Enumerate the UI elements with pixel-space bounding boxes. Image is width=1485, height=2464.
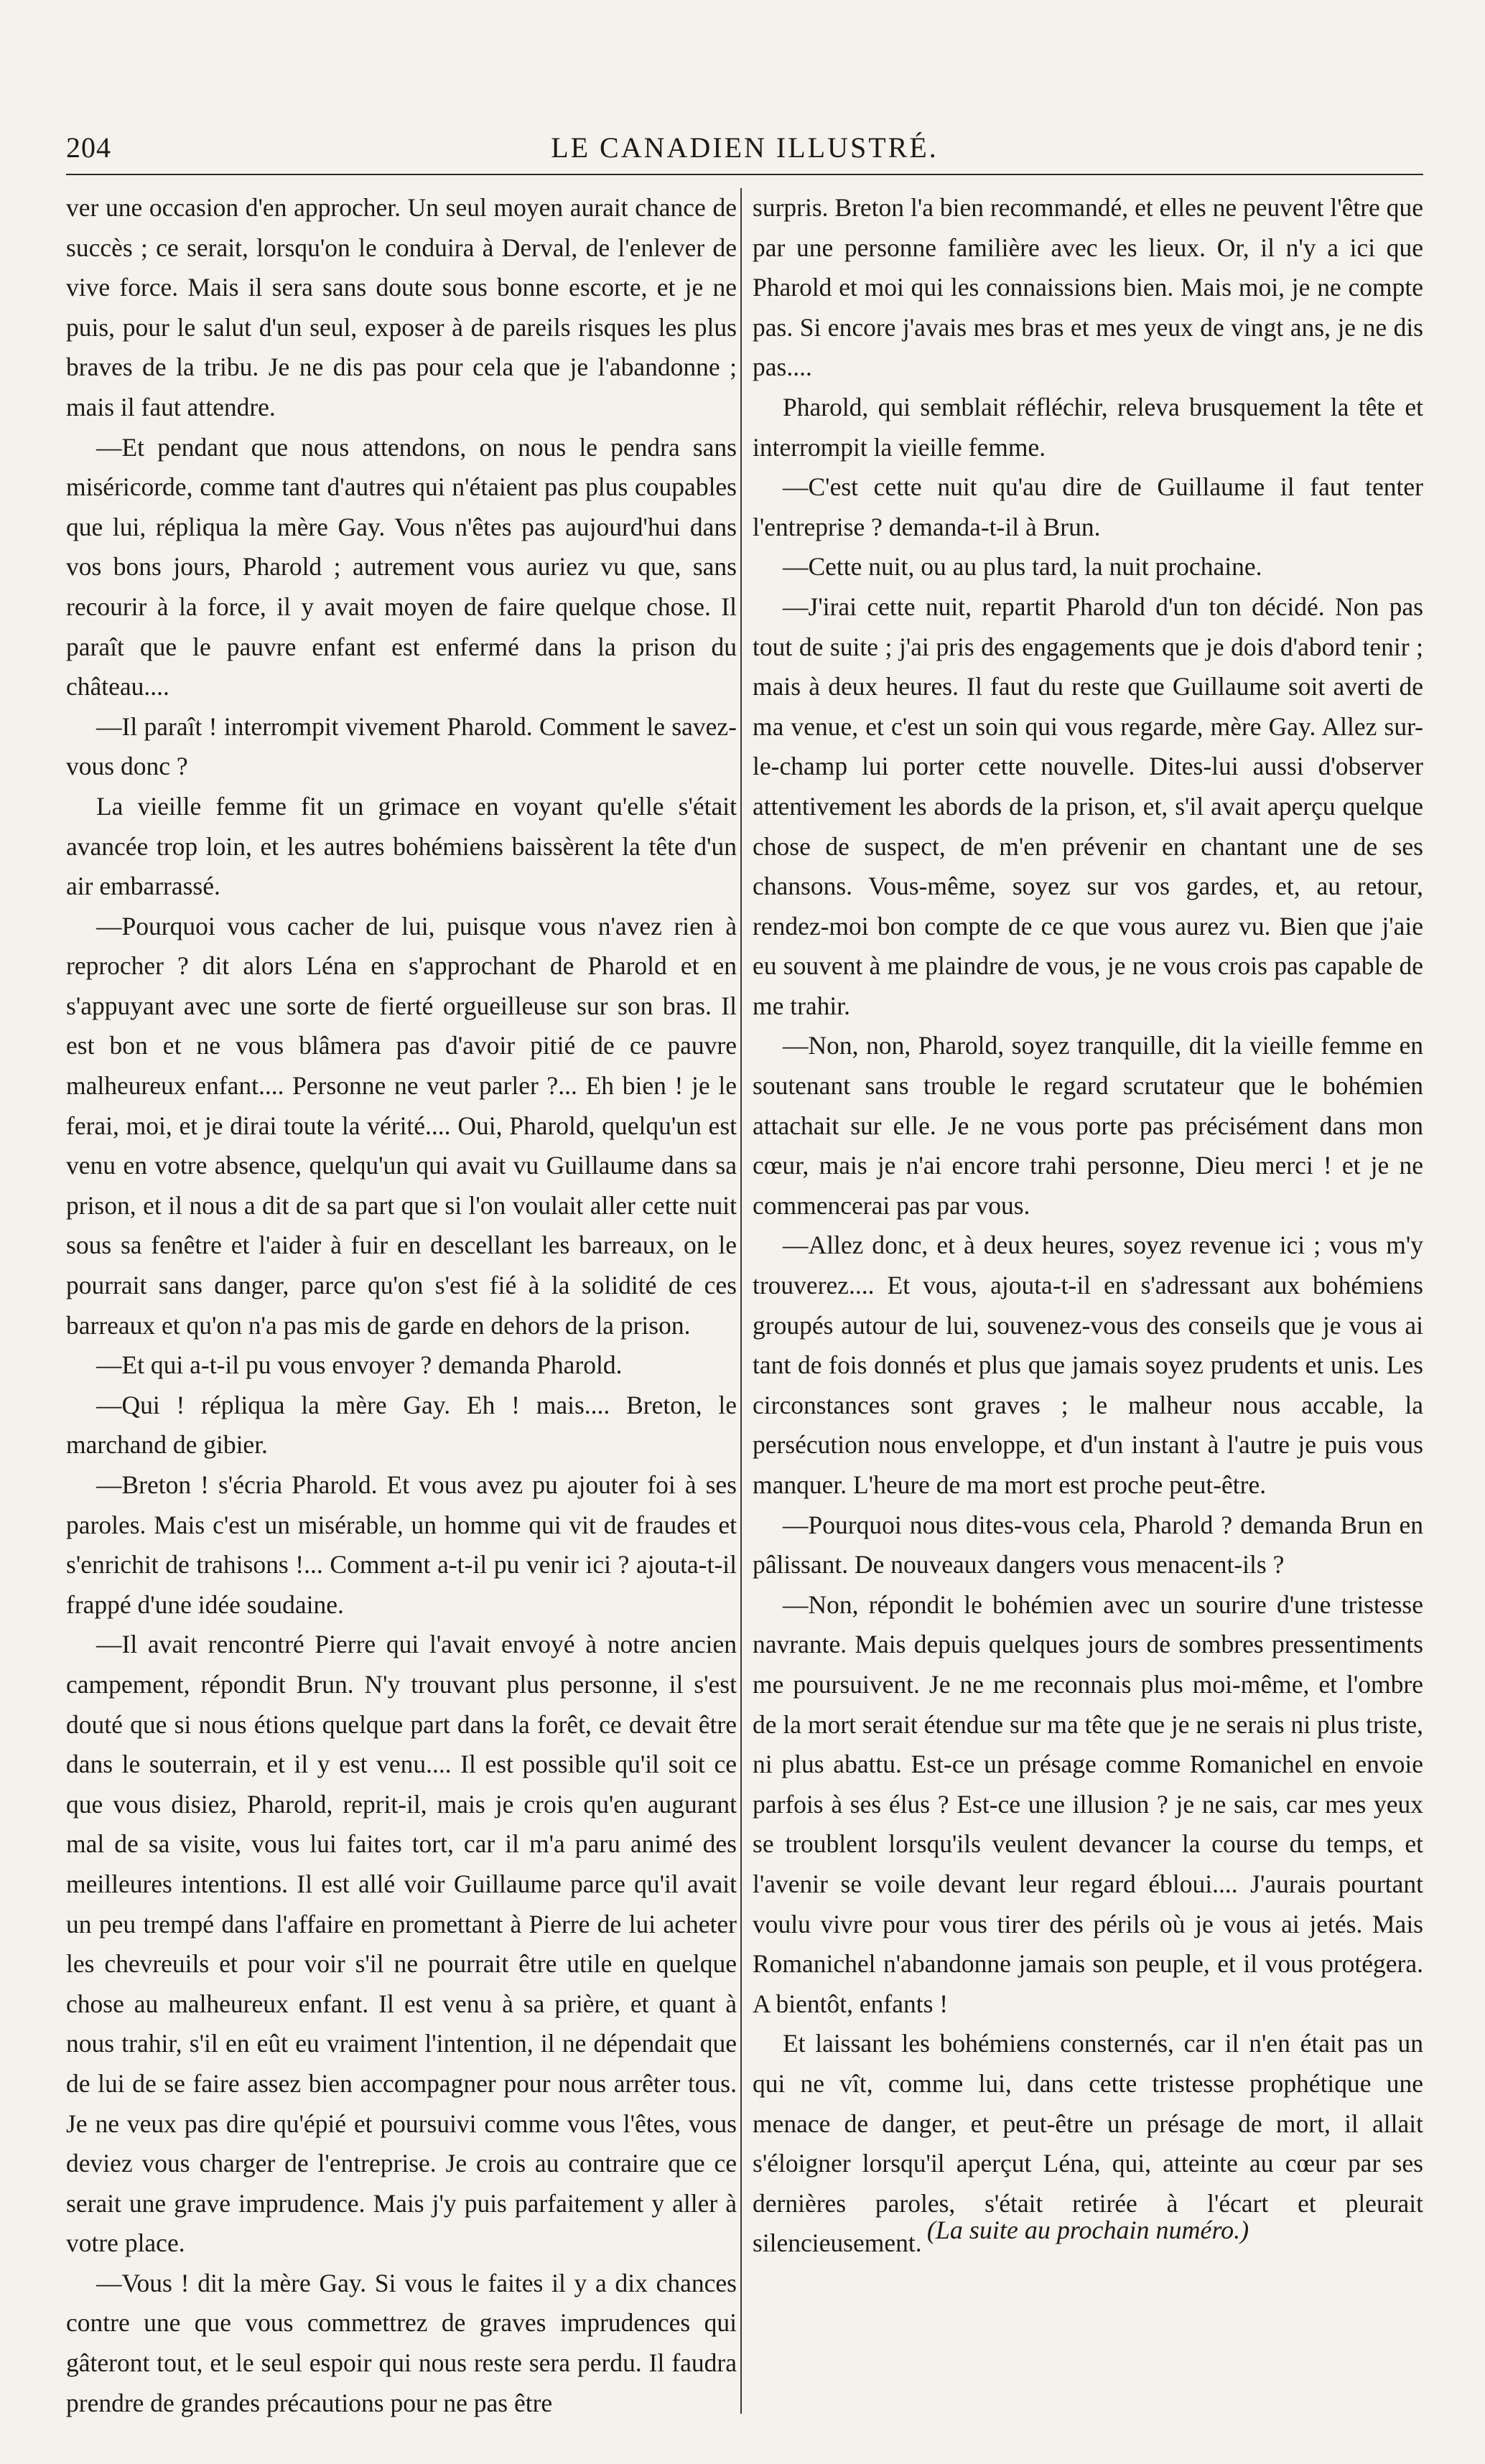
paragraph: ver une occasion d'en approcher. Un seul moyen aurait chance de succès ; ce serait, lorsqu'on le conduira à Derval, de l'enlever de vive force. Mais il sera sans doute sous bonne escorte, et je ne puis, pour le salut d'un seul, exposer à de pareils risques les plus braves de la tribu. Je ne dis pas pour cela que je l'abandonne ; mais il faut attendre. [66, 193, 737, 421]
paragraph: —Il paraît ! interrompit vivement Pharold. Comment le savez-vous donc ? [66, 711, 737, 781]
continued-note: (La suite au prochain numéro.) [926, 2216, 1249, 2244]
paragraph: —Allez donc, et à deux heures, soyez revenue ici ; vous m'y trouverez.... Et vous, ajouta-t-il en s'adressant aux bohémiens groupés autour de lui, souvenez-vous des conseils que je vous ai tant de fois donnés et plus que jamais soyez prudents et unis. Les circonstances sont graves ; le malheur nous accable, la persécution nous enveloppe, et d'un instant à l'autre je puis vous manquer. L'heure de ma mort est proche peut-être. [753, 1231, 1423, 1499]
page-number: 204 [66, 131, 111, 164]
publication-title: LE CANADIEN ILLUSTRÉ. [551, 131, 939, 164]
paragraph: —C'est cette nuit qu'au dire de Guillaume il faut tenter l'entreprise ? demanda-t-il à Brun. [753, 472, 1423, 541]
page-header [66, 123, 1423, 175]
left-column [66, 188, 737, 2423]
paragraph: —Il avait rencontré Pierre qui l'avait envoyé à notre ancien campement, répondit Brun. N'y trouvant plus personne, il s'est douté que si nous étions quelque part dans la forêt, ce devait être dans le souterrain, et il y est venu.... Il est possible qu'il soit ce que vous disiez, Pharold, reprit-il, mais je crois qu'en augurant mal de sa visite, vous lui faites tort, car il m'a paru animé des meilleures intentions. Il est allé voir Guillaume parce qu'il avait un peu trempé dans l'affaire en promettant à Pierre de lui acheter les chevreuils et pour voir s'il ne pourrait être utile en quelque chose au malheureux enfant. Il est venu à sa prière, et quant à nous trahir, s'il en eût eu vraiment l'intention, il ne dépendait que de lui de se faire assez bien accompagner pour nous arrêter tous. Je ne veux pas dire qu'épié et poursuivi comme vous l'êtes, vous deviez vous charger de l'entreprise. Je crois au contraire que ce serait une grave imprudence. Mais j'y puis parfaitement y aller à votre place. [66, 1630, 737, 2258]
paragraph: Et laissant les bohémiens consternés, car il n'en était pas un qui ne vît, comme lui, dans cette tristesse prophétique une menace de danger, et peut-être un présage de mort, il allait s'éloigner lorsqu'il aperçut Léna, qui, atteinte au cœur par ses dernières paroles, s'était retirée à l'écart et pleurait silencieusement. [753, 2029, 1423, 2258]
paragraph: La vieille femme fit un grimace en voyant qu'elle s'était avancée trop loin, et les autres bohémiens baissèrent la tête d'un air embarrassé. [66, 791, 737, 901]
paragraph: —Non, répondit le bohémien avec un sourire d'une tristesse navrante. Mais depuis quelques jours de sombres pressentiments me poursuivent. Je ne me reconnais plus moi-même, et l'ombre de la mort serait étendue sur ma tête que je ne serais ni plus triste, ni plus abattu. Est-ce un présage comme Romanichel en envoie parfois à ses élus ? Est-ce une illusion ? je ne sais, car mes yeux se troublent lorsqu'ils veulent devancer la course du temps, et l'avenir se voile devant leur regard ébloui.... J'aurais pourtant voulu vivre pour vous tirer des périls où je vous ai jetés. Mais Romanichel n'abandonne jamais son peuple, et il vous protégera. A bientôt, enfants ! [753, 1590, 1423, 2018]
paragraph: —Breton ! s'écria Pharold. Et vous avez pu ajouter foi à ses paroles. Mais c'est un misérable, un homme qui vit de fraudes et s'enrichit de trahisons !... Comment a-t-il pu venir ici ? ajouta-t-il frappé d'une idée soudaine. [66, 1470, 737, 1619]
paragraph: —Pourquoi nous dites-vous cela, Pharold ? demanda Brun en pâlissant. De nouveaux dangers vous menacent-ils ? [753, 1510, 1423, 1579]
column-divider [740, 188, 742, 2414]
paragraph: —Et pendant que nous attendons, on nous le pendra sans miséricorde, comme tant d'autres qui n'étaient pas plus coupables que lui, répliqua la mère Gay. Vous n'êtes pas aujourd'hui dans vos bons jours, Pharold ; autrement vous auriez vu que, sans recourir à la force, il y avait moyen de faire quelque chose. Il paraît que le pauvre enfant est enfermé dans la prison du château.... [66, 432, 737, 701]
paragraph: —Qui ! répliqua la mère Gay. Eh ! mais.... Breton, le marchand de gibier. [66, 1390, 737, 1460]
paragraph: —Non, non, Pharold, soyez tranquille, dit la vieille femme en soutenant sans trouble le regard scrutateur que le bohémien attachait sur elle. Je ne vous porte pas précisément dans mon cœur, mais je n'ai encore trahi personne, Dieu merci ! et je ne commencerai pas par vous. [753, 1031, 1423, 1220]
paragraph: —J'irai cette nuit, repartit Pharold d'un ton décidé. Non pas tout de suite ; j'ai pris des engagements que je dois d'abord tenir ; mais à deux heures. Il faut du reste que Guillaume soit averti de ma venue, et c'est un soin qui vous regarde, mère Gay. Allez sur-le-champ lui porter cette nouvelle. Dites-lui aussi d'observer attentivement les abords de la prison, et, s'il avait aperçu quelque chose de suspect, de m'en prévenir en chantant une de ses chansons. Vous-même, soyez sur vos gardes, et, au retour, rendez-moi bon compte de ce que vous aurez vu. Bien que j'aie eu souvent à me plaindre de vous, je ne vous crois pas capable de me trahir. [753, 592, 1423, 1020]
paragraph: —Pourquoi vous cacher de lui, puisque vous n'avez rien à reprocher ? dit alors Léna en s'approchant de Pharold et en s'appuyant avec une sorte de fierté orgueilleuse sur son bras. Il est bon et ne vous blâmera pas d'avoir pitié de ce pauvre malheureux enfant.... Personne ne veut parler ?... Eh bien ! je le ferai, moi, et je dirai toute la vérité.... Oui, Pharold, quelqu'un est venu en votre absence, quelqu'un qui avait vu Guillaume dans sa prison, et il nous a dit de sa part que si l'on voulait aller cette nuit sous sa fenêtre et l'aider à fuir en descellant les barreaux, on le pourrait sans danger, parce qu'on s'est fié à la solidité de ces barreaux et qu'on n'a pas mis de garde en dehors de la prison. [66, 911, 737, 1340]
paragraph: —Cette nuit, ou au plus tard, la nuit prochaine. [783, 552, 1262, 582]
paragraph: —Vous ! dit la mère Gay. Si vous le faites il y a dix chances contre une que vous commettrez de graves imprudences qui gâteront tout, et le seul espoir qui nous reste sera perdu. Il faudra prendre de grandes précautions pour ne pas être [66, 2268, 737, 2417]
paragraph: surpris. Breton l'a bien recommandé, et elles ne peuvent l'être que par une personne familière avec les lieux. Or, il n'y a ici que Pharold et moi qui les connaissions bien. Mais moi, je ne compte pas. Si encore j'avais mes bras et mes yeux de vingt ans, je ne dis pas.... [753, 193, 1423, 382]
right-column [753, 188, 1423, 2264]
paragraph: —Et qui a-t-il pu vous envoyer ? demanda Pharold. [96, 1350, 623, 1380]
paragraph: Pharold, qui semblait réfléchir, releva brusquement la tête et interrompit la vieille femme. [753, 392, 1423, 462]
